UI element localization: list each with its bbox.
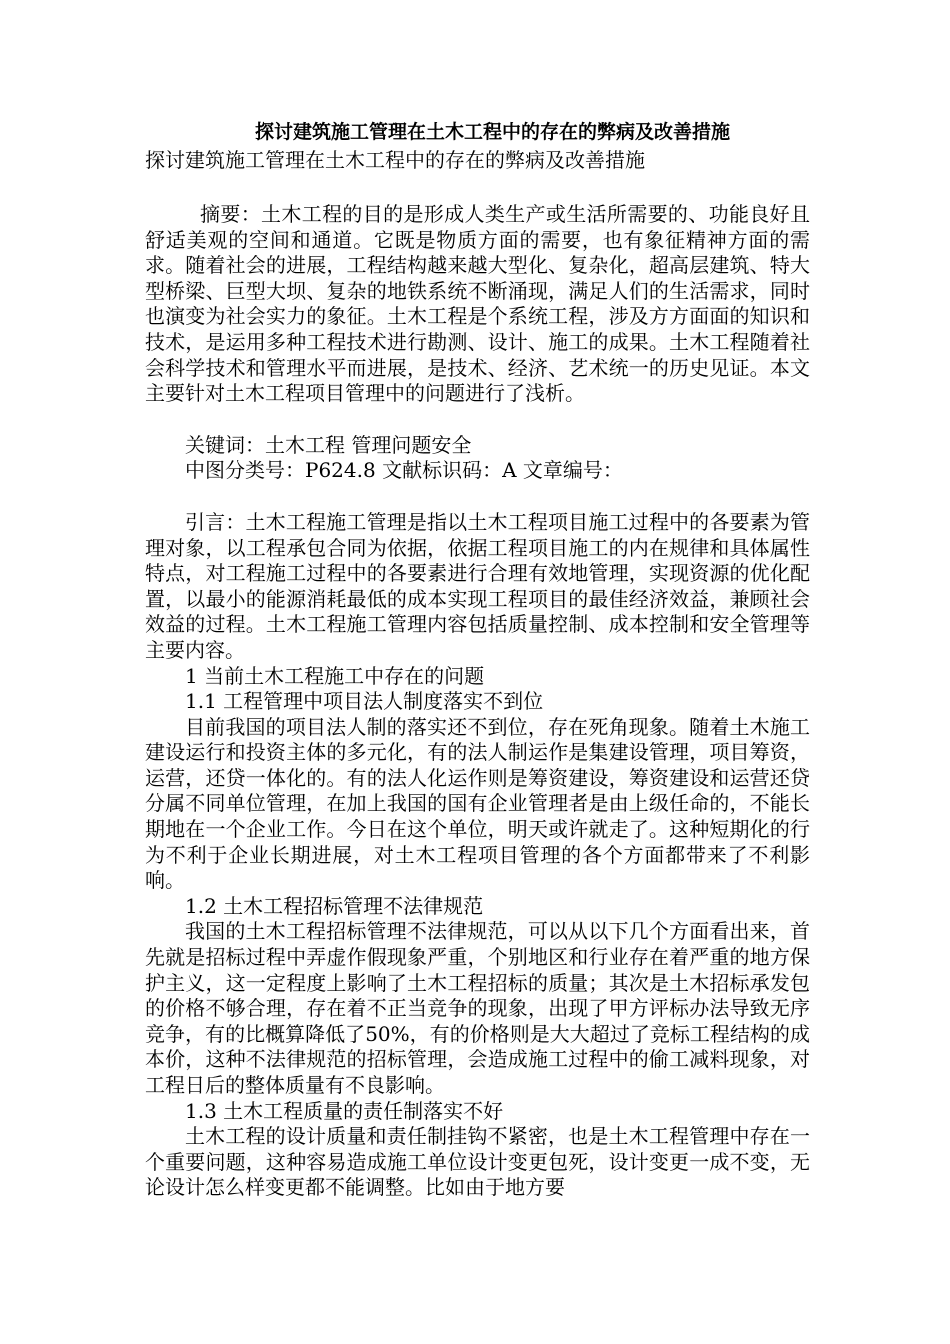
document-title: 探讨建筑施工管理在土木工程中的存在的弊病及改善措施 [254, 121, 730, 143]
classification-line: 中图分类号：P624.8 文献标识码：A 文章编号： [185, 458, 623, 483]
section-1-1-heading: 1.1 工程管理中项目法人制度落实不到位 [185, 689, 544, 714]
document-subtitle: 探讨建筑施工管理在土木工程中的存在的弊病及改善措施 [145, 148, 645, 172]
section-1-2-heading: 1.2 土木工程招标管理不法律规范 [185, 893, 484, 918]
abstract-paragraph: 摘要：土木工程的目的是形成人类生产或生活所需要的、功能良好且舒适美观的空间和通道。它既是物质方面的需要，也有象征精神方面的需求。随着社会的进展，工程结构越来越大型化、复杂化，超高层建筑、特大型桥梁、巨型大坝、复杂的地铁系统不断涌现，满足人们的生活需求，同时也演变为社会实力的象征。土木工程是个系统工程，涉及方方面面的知识和技术，是运用多种工程技术进行勘测、设计、施工的成果。土木工程随着社会科学技术和管理水平而进展，是技术、经济、艺术统一的历史见证。本文主要针对土木工程项目管理中的问题进行了浅析。 [145, 202, 810, 406]
section-1-heading: 1 当前土木工程施工中存在的问题 [185, 663, 485, 688]
section-1-1-paragraph: 目前我国的项目法人制的落实还不到位，存在死角现象。随着土木施工建设运行和投资主体的多元化，有的法人制运作是集建设管理，项目筹资，运营，还贷一体化的。有的法人化运作则是筹资建设，筹资建设和运营还贷分属不同单位管理，在加上我国的国有企业管理者是由上级任命的，不能长期地在一个企业工作。今日在这个单位，明天或许就走了。这种短期化的行为不利于企业长期进展，对土木工程项目管理的各个方面都带来了不利影响。 [145, 714, 810, 893]
document-page [145, 118, 810, 1201]
keywords-line: 关键词：土木工程 管理问题安全 [185, 432, 472, 457]
section-1-2-paragraph: 我国的土木工程招标管理不法律规范，可以从以下几个方面看出来，首先就是招标过程中弄虚作假现象严重，个别地区和行业存在着严重的地方保护主义，这一定程度上影响了土木工程招标的质量；其次是土木招标承发包的价格不够合理，存在着不正当竞争的现象，出现了甲方评标办法导致无序竞争，有的比概算降低了50%，有的价格则是大大超过了竞标工程结构的成本价，这种不法律规范的招标管理，会造成施工过程中的偷工减料现象，对工程日后的整体质量有不良影响。 [145, 919, 810, 1097]
intro-paragraph: 引言：土木工程施工管理是指以土木工程项目施工过程中的各要素为管理对象，以工程承包合同为依据，依据工程项目施工的内在规律和具体属性特点，对工程施工过程中的各要素进行合理有效地管理，实现资源的优化配置，以最小的能源消耗最低的成本实现工程项目的最佳经济效益，兼顾社会效益的过程。土木工程施工管理内容包括质量控制、成本控制和安全管理等主要内容。 [145, 509, 810, 662]
section-1-3-paragraph: 土木工程的设计质量和责任制挂钩不紧密，也是土木工程管理中存在一个重要问题，这种容易造成施工单位设计变更包死，设计变更一成不变，无论设计怎么样变更都不能调整。比如由于地方要 [145, 1124, 810, 1200]
section-1-3-heading: 1.3 土木工程质量的责任制落实不好 [185, 1098, 504, 1123]
